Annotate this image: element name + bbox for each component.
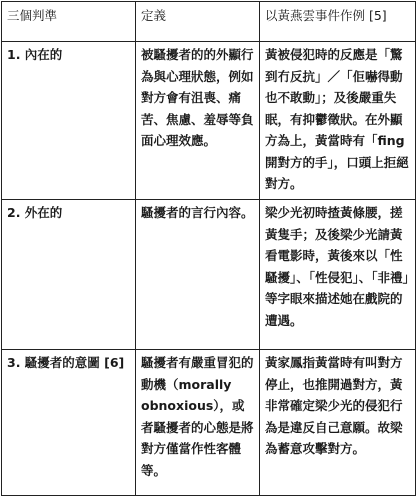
table-header-row: [2, 2, 416, 42]
header-definition: 定義: [136, 2, 260, 42]
criterion-cell: 3. 騷擾者的意圖 [6]: [2, 350, 136, 496]
criteria-table: [1, 1, 416, 496]
criterion-cell: 1. 內在的: [2, 42, 136, 200]
criterion-cell: 2. 外在的: [2, 200, 136, 350]
table-row: [2, 350, 416, 496]
definition-cell: 騷擾者有嚴重冒犯的動機（morally obnoxious），或者騷擾者的心態是將對方僅當作性客體等。: [136, 350, 260, 496]
example-cell: 梁少光初時揸黃條腰，搓黃隻手；及後梁少光請黃看電影時，黃後來以「性騷擾」、「性侵犯」、「非禮」等字眼來描述她在戲院的遭遇。: [260, 200, 416, 350]
example-cell: 黃被侵犯時的反應是「驚到冇反抗」／「佢嚇得動也不敢動」；及後嚴重失眠，有抑鬱徵狀。在外顯方為上，黃當時有「fing開對方的手」，口頭上拒絕對方。: [260, 42, 416, 200]
header-criteria: 三個判準: [2, 2, 136, 42]
header-example: 以黃燕雲事件作例 [5]: [260, 2, 416, 42]
definition-cell: 被騷擾者的的外顯行為與心理狀態，例如對方會有沮喪、痛苦、焦慮、羞辱等負面心理效應。: [136, 42, 260, 200]
table-row: [2, 42, 416, 200]
definition-cell: 騷擾者的言行內容。: [136, 200, 260, 350]
example-cell: 黃家鳳指黃當時有叫對方停止，也推開過對方，黃非常確定梁少光的侵犯行為是違反自己意願。故梁為蓄意攻擊對方。: [260, 350, 416, 496]
table-row: [2, 200, 416, 350]
